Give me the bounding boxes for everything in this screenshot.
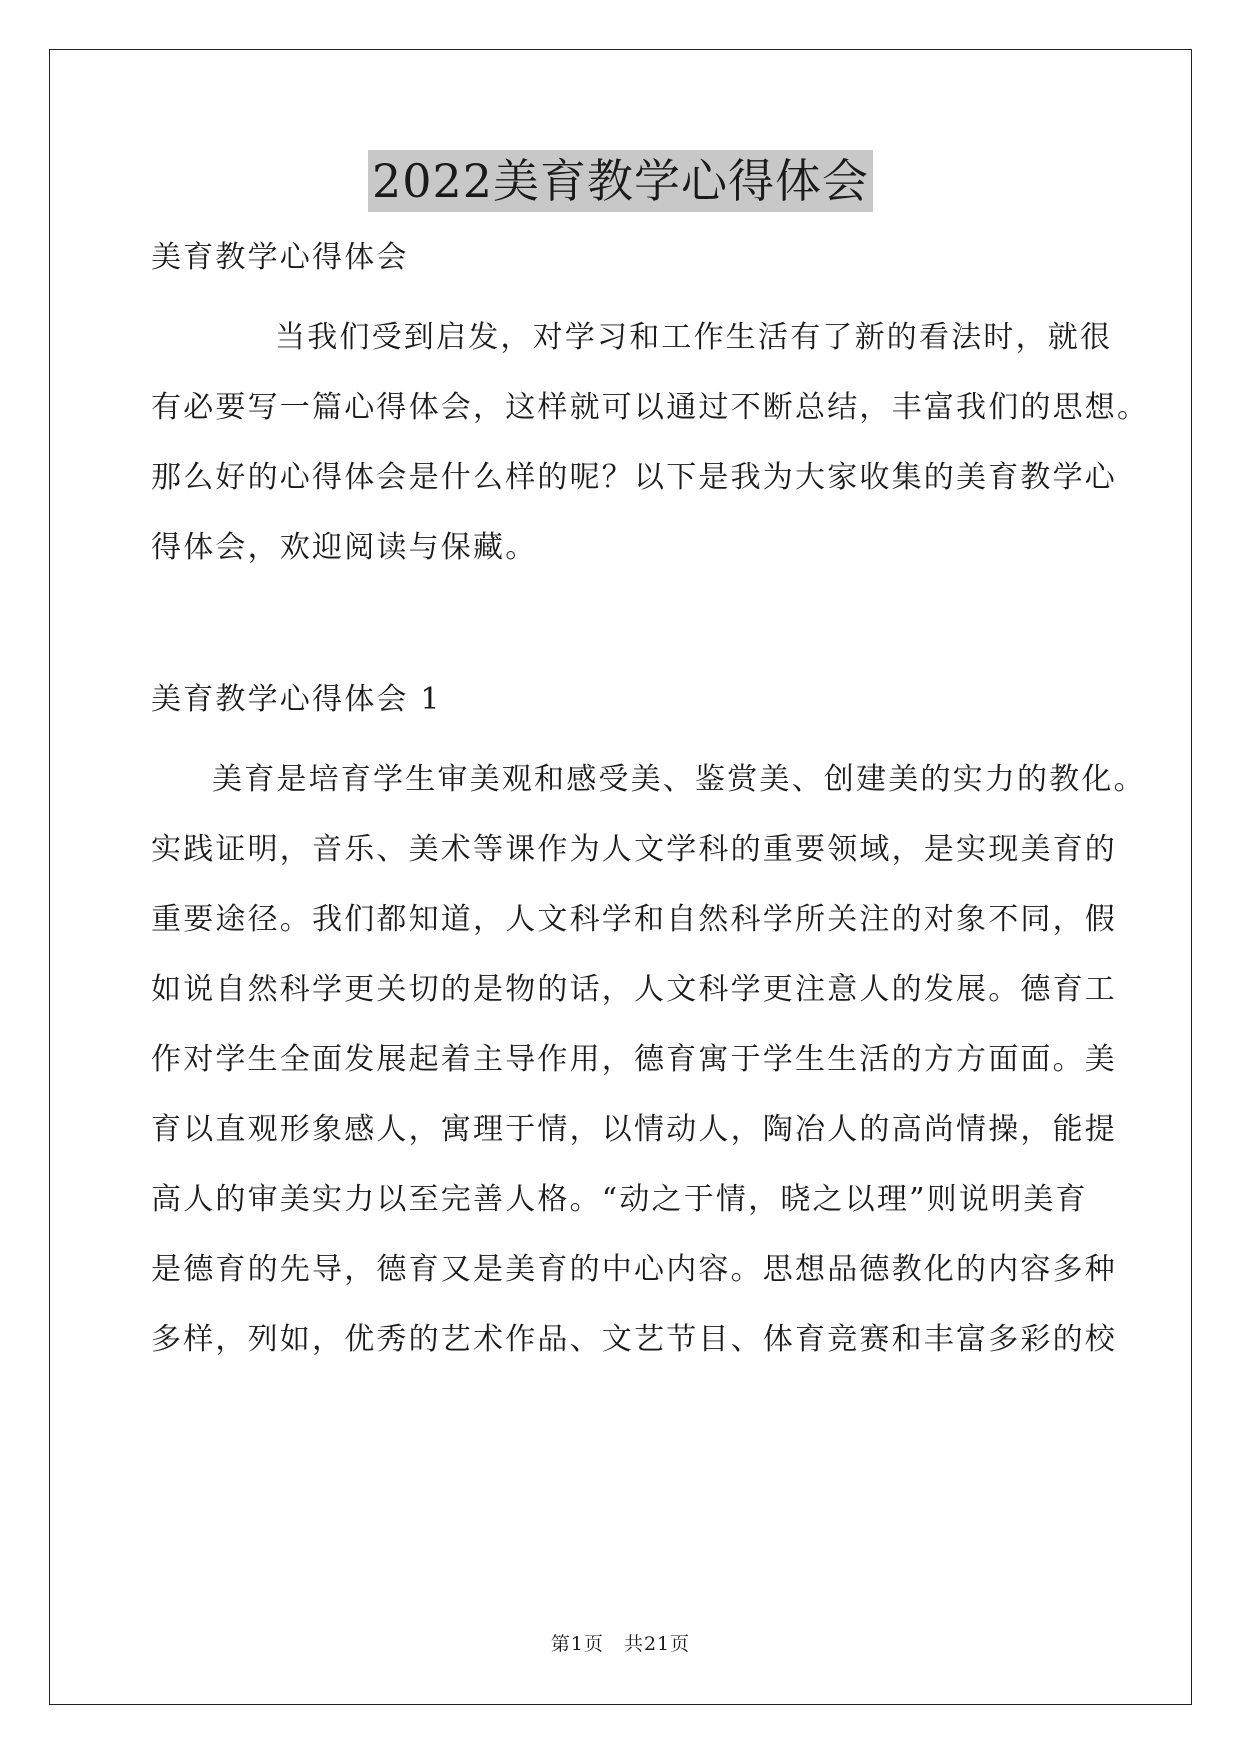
section-line-3: 重要途径。我们都知道，人文科学和自然科学所关注的对象不同，假: [151, 902, 1117, 937]
title-container: [0, 150, 1241, 212]
intro-line-4: 得体会，欢迎阅读与保藏。: [151, 530, 538, 565]
section-line-7: 高人的审美实力以至完善人格。“动之于情，晓之以理”则说明美育: [151, 1182, 1088, 1217]
section-line-5: 作对学生全面发展起着主导作用，德育寓于学生生活的方方面面。美: [151, 1042, 1117, 1077]
intro-line-3: 那么好的心得体会是什么样的呢？以下是我为大家收集的美育教学心: [151, 460, 1117, 495]
section-line-1: 美育是培育学生审美观和感受美、鉴赏美、创建美的实力的教化。: [212, 762, 1146, 797]
intro-line-1: 当我们受到启发，对学习和工作生活有了新的看法时，就很: [275, 320, 1113, 355]
section-line-6: 育以直观形象感人，寓理于情，以情动人，陶冶人的高尚情操，能提: [151, 1112, 1117, 1147]
page-number-footer: 第1页 共21页: [550, 1633, 691, 1655]
intro-line-2: 有必要写一篇心得体会，这样就可以通过不断总结，丰富我们的思想。: [151, 390, 1150, 425]
section-heading: 美育教学心得体会 1: [151, 682, 442, 717]
section-line-4: 如说自然科学更关切的是物的话，人文科学更注意人的发展。德育工: [151, 972, 1117, 1007]
section-line-9: 多样，列如，优秀的艺术作品、文艺节目、体育竞赛和丰富多彩的校: [151, 1322, 1117, 1357]
section-line-8: 是德育的先导，德育又是美育的中心内容。思想品德教化的内容多种: [151, 1252, 1117, 1287]
intro-heading: 美育教学心得体会: [151, 240, 409, 275]
section-line-2: 实践证明，音乐、美术等课作为人文学科的重要领域，是实现美育的: [151, 832, 1117, 867]
document-title: 2022美育教学心得体会: [368, 150, 873, 212]
page-border: [49, 49, 1192, 1705]
